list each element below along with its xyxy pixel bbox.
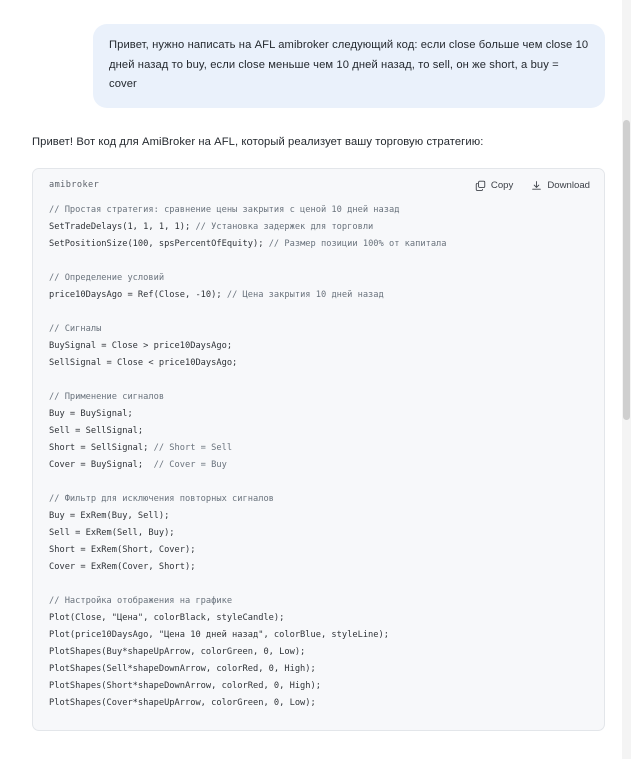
code-line: // Простая стратегия: сравнение цены закрытия с ценой 10 дней назад [49, 204, 400, 215]
code-block-header [33, 169, 604, 200]
code-line: // Настройка отображения на графике [49, 595, 233, 606]
code-line: SetTradeDelays(1, 1, 1, 1); // Установка задержек для торговли [49, 221, 374, 232]
code-line: // Определение условий [49, 272, 165, 283]
code-line: Short = SellSignal; // Short = Sell [49, 442, 233, 453]
scrollbar-thumb[interactable] [623, 120, 630, 420]
code-line: BuySignal = Close > price10DaysAgo; [49, 340, 233, 351]
download-button-label: Download [547, 179, 590, 191]
code-line: PlotShapes(Buy*shapeUpArrow, colorGreen, 0, Low); [49, 646, 306, 657]
code-line: PlotShapes(Cover*shapeUpArrow, colorGreen, 0, Low); [49, 697, 316, 708]
download-button[interactable] [531, 180, 590, 191]
code-line: price10DaysAgo = Ref(Close, -10); // Цена закрытия 10 дней назад [49, 289, 384, 300]
code-block [32, 168, 605, 731]
code-line: SellSignal = Close < price10DaysAgo; [49, 357, 238, 368]
code-line: Sell = SellSignal; [49, 425, 144, 436]
code-line [49, 304, 588, 321]
code-language-label: amibroker [49, 180, 100, 191]
code-line: SetPositionSize(100, spsPercentOfEquity); // Размер позиции 100% от капитала [49, 238, 447, 249]
code-line [49, 253, 588, 270]
code-line [49, 576, 588, 593]
code-line: PlotShapes(Short*shapeDownArrow, colorRed, 0, High); [49, 680, 321, 691]
code-block-actions [475, 180, 590, 191]
code-line: // Применение сигналов [49, 391, 165, 402]
page-scrollbar[interactable] [622, 0, 631, 759]
code-line: Cover = ExRem(Cover, Short); [49, 561, 196, 572]
code-line: Sell = ExRem(Sell, Buy); [49, 527, 175, 538]
code-line: Short = ExRem(Short, Cover); [49, 544, 196, 555]
code-line: Buy = ExRem(Buy, Sell); [49, 510, 170, 521]
copy-button-label: Copy [490, 179, 514, 191]
download-icon [531, 180, 542, 191]
copy-icon [475, 180, 486, 191]
code-line: // Сигналы [49, 323, 102, 334]
code-line: PlotShapes(Sell*shapeDownArrow, colorRed, 0, High); [49, 663, 316, 674]
user-message-bubble: Привет, нужно написать на AFL amibroker следующий код: если close больше чем close 10 дней назад то buy, если close меньше чем 10 дней назад, то sell, он же short, a buy = cover [93, 24, 605, 108]
copy-button[interactable] [475, 180, 513, 191]
user-message-row [0, 0, 631, 108]
code-line: Plot(Close, "Цена", colorBlack, styleCandle); [49, 612, 285, 623]
code-line: Buy = BuySignal; [49, 408, 133, 419]
code-block-body[interactable] [33, 200, 604, 730]
assistant-intro-text: Привет! Вот код для AmiBroker на AFL, который реализует вашу торговую стратегию: [32, 135, 484, 148]
code-line [49, 372, 588, 389]
code-line: // Фильтр для исключения повторных сигналов [49, 493, 274, 504]
code-line [49, 474, 588, 491]
code-line: Cover = BuySignal; // Cover = Buy [49, 459, 227, 470]
code-line: Plot(price10DaysAgo, "Цена 10 дней назад", colorBlue, styleLine); [49, 629, 389, 640]
